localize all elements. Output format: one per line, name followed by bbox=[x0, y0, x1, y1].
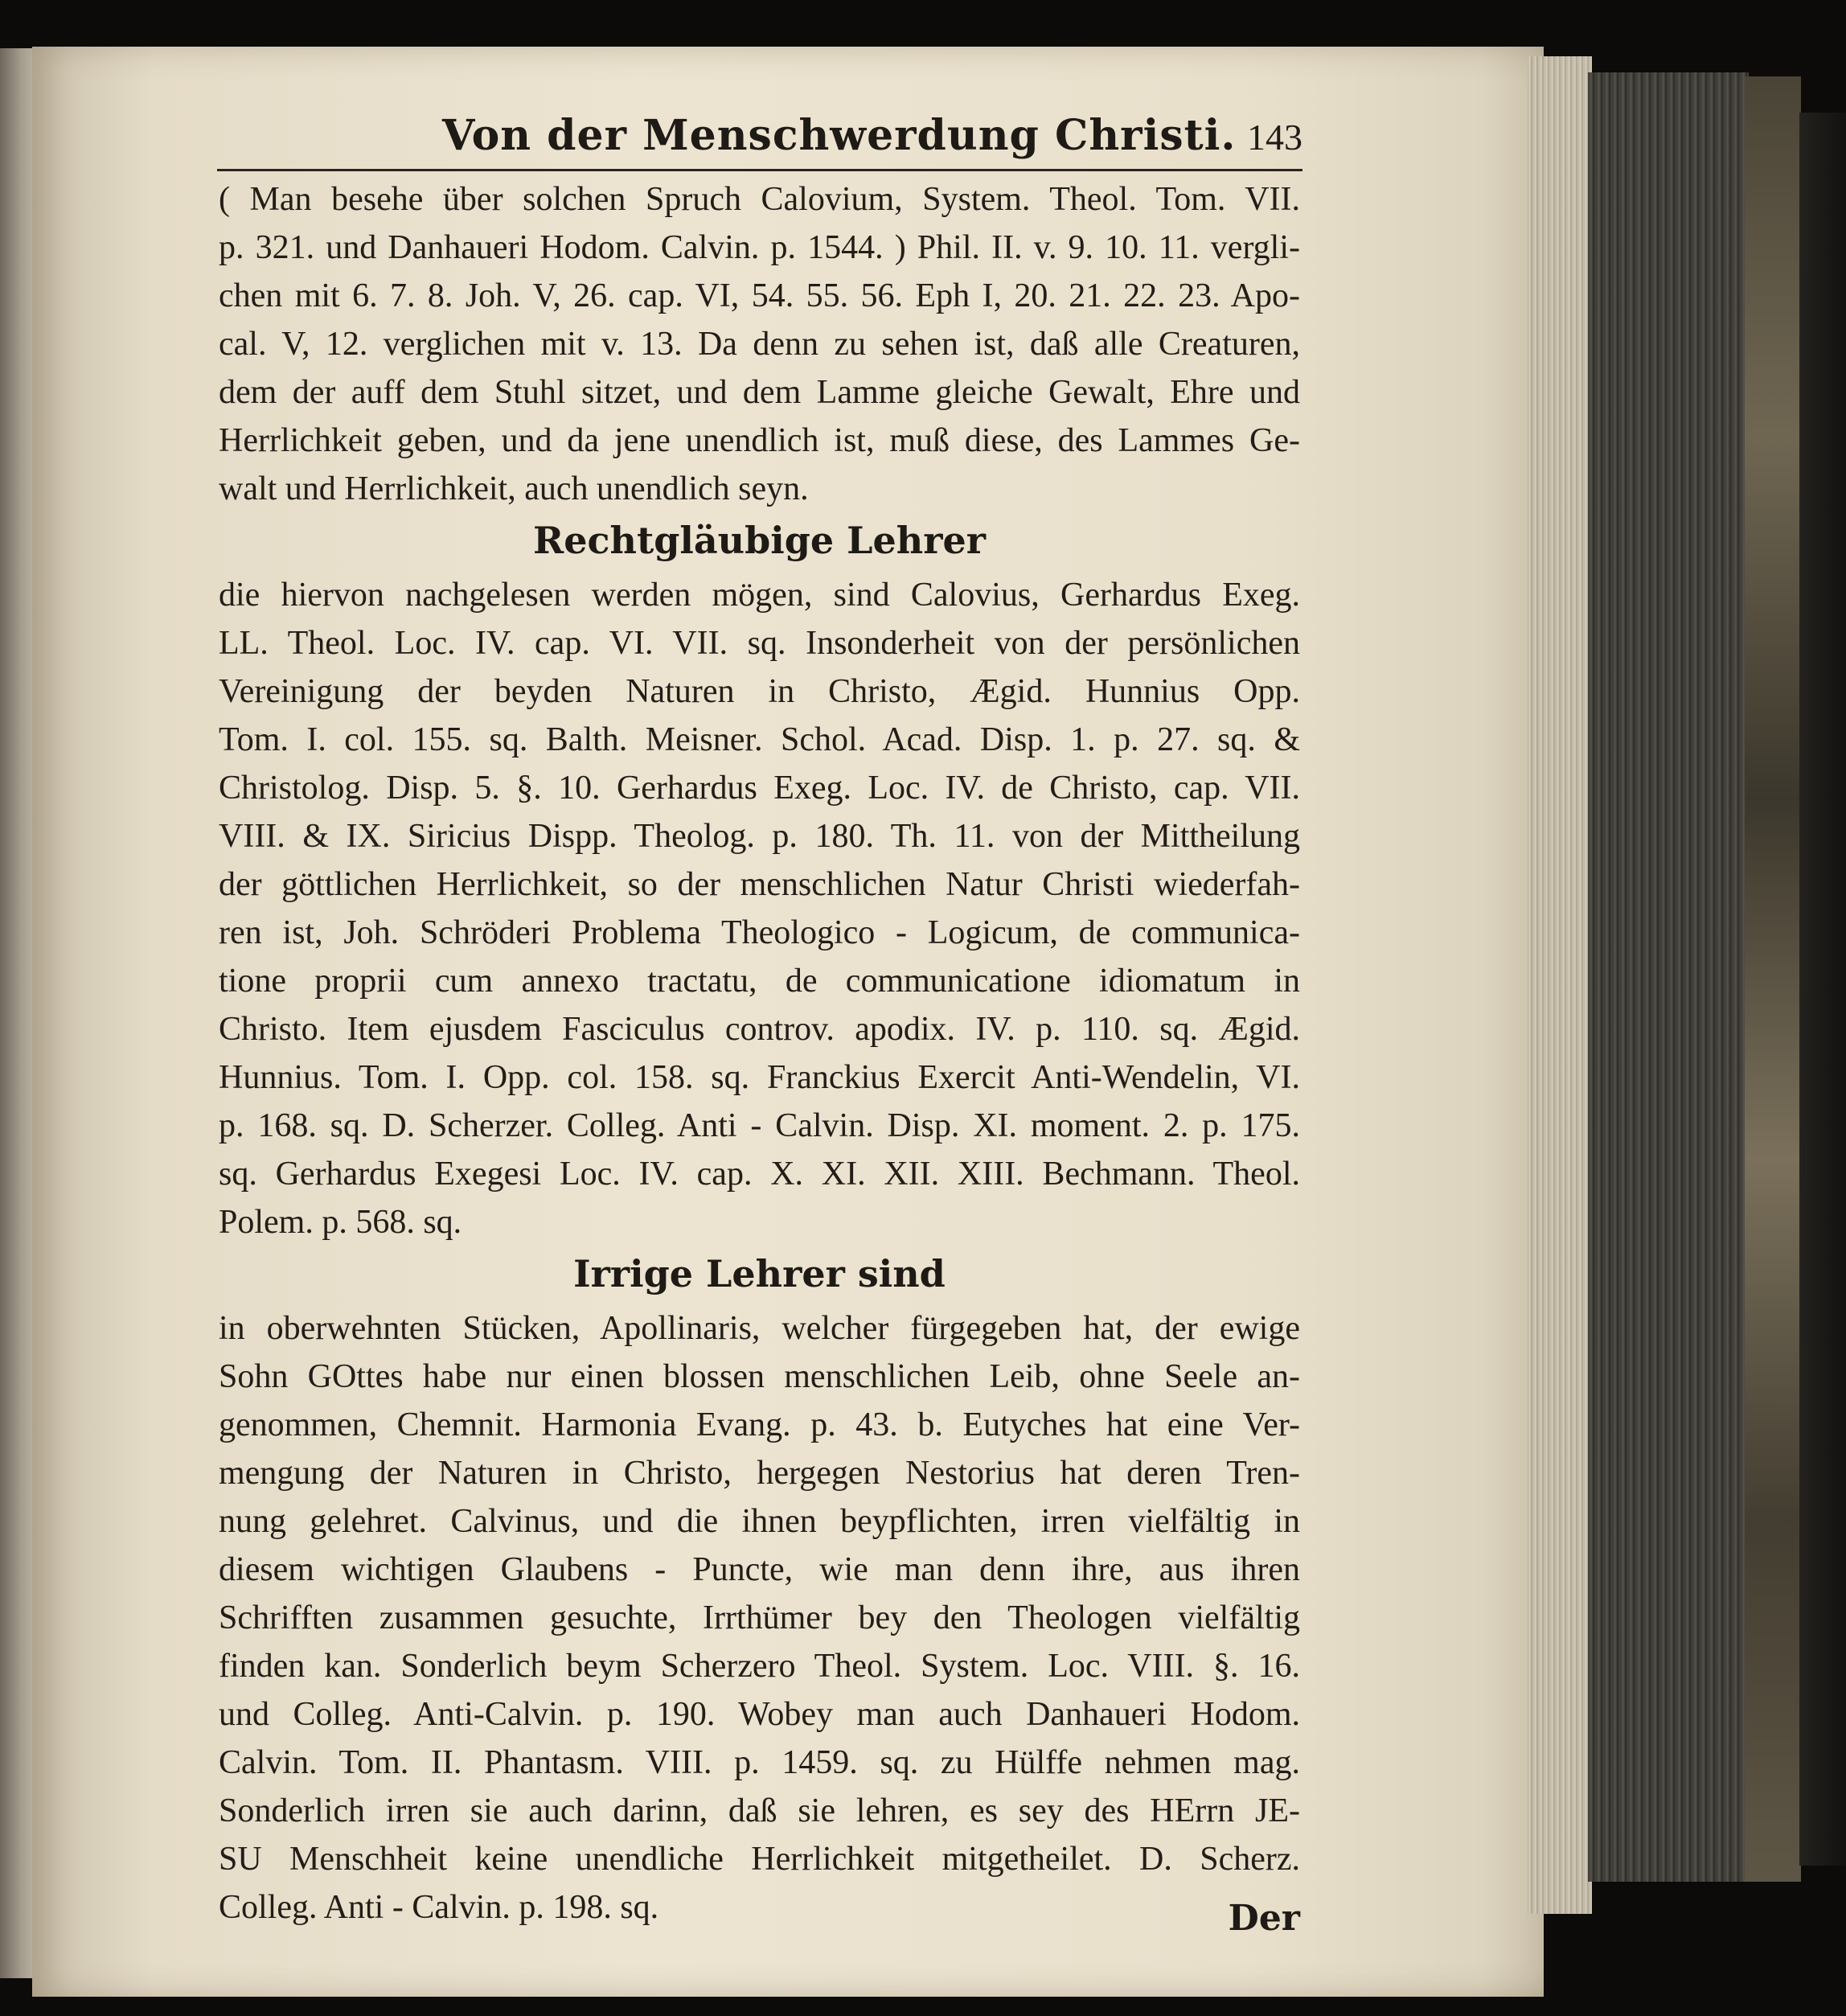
text-line: dem der auff dem Stuhl sitzet, und dem Lamme gleiche Gewalt, Ehre und bbox=[219, 374, 1300, 411]
text-line: mengung der Naturen in Christo, hergegen Nestorius hat deren Tren- bbox=[219, 1455, 1300, 1492]
running-title: Von der Menschwerdung Christi. bbox=[442, 111, 1237, 160]
text-line: ( Man besehe über solchen Spruch Calovium, System. Theol. Tom. VII. bbox=[219, 181, 1300, 218]
text-line: ren ist, Joh. Schröderi Problema Theologico - Logicum, de communica- bbox=[219, 914, 1300, 951]
marbled-cover-edge bbox=[1745, 76, 1801, 1882]
book-cover bbox=[1799, 113, 1846, 1866]
text-line: Hunnius. Tom. I. Opp. col. 158. sq. Franckius Exercit Anti-Wendelin, VI. bbox=[219, 1059, 1300, 1096]
text-line: LL. Theol. Loc. IV. cap. VI. VII. sq. Insonderheit von der persönlichen bbox=[219, 625, 1300, 662]
text-line: finden kan. Sonderlich beym Scherzero Theol. System. Loc. VIII. §. 16. bbox=[219, 1648, 1300, 1685]
text-line: cal. V, 12. verglichen mit v. 13. Da denn zu sehen ist, daß alle Creaturen, bbox=[219, 326, 1300, 363]
text-line: VIII. & IX. Siricius Dispp. Theolog. p. 180. Th. 11. von der Mittheilung bbox=[219, 818, 1300, 855]
text-line: Schrifften zusammen gesuchte, Irrthümer bey den Theologen vielfältig bbox=[219, 1599, 1300, 1636]
page-stack-edge bbox=[1528, 56, 1592, 1914]
text-line: Tom. I. col. 155. sq. Balth. Meisner. Schol. Acad. Disp. 1. p. 27. sq. & bbox=[219, 721, 1300, 758]
text-line: der göttlichen Herrlichkeit, so der menschlichen Natur Christi wiederfah- bbox=[219, 866, 1300, 903]
text-line: und Colleg. Anti-Calvin. p. 190. Wobey man auch Danhaueri Hodom. bbox=[219, 1696, 1300, 1733]
text-line: Christo. Item ejusdem Fasciculus controv. apodix. IV. p. 110. sq. Ægid. bbox=[219, 1011, 1300, 1048]
text-line: diesem wichtigen Glaubens - Puncte, wie man denn ihre, aus ihren bbox=[219, 1551, 1300, 1588]
text-line: p. 321. und Danhaueri Hodom. Calvin. p. 1544. ) Phil. II. v. 9. 10. 11. vergli- bbox=[219, 229, 1300, 266]
text-line: sq. Gerhardus Exegesi Loc. IV. cap. X. XI. XII. XIII. Bechmann. Theol. bbox=[219, 1156, 1300, 1193]
text-line: in oberwehnten Stücken, Apollinaris, welcher fürgegeben hat, der ewige bbox=[219, 1310, 1300, 1347]
text-line: Polem. p. 568. sq. bbox=[219, 1204, 462, 1241]
text-line: SU Menschheit keine unendliche Herrlichkeit mitgetheilet. D. Scherz. bbox=[219, 1841, 1300, 1878]
page-number: 143 bbox=[1247, 117, 1302, 158]
section-heading: Rechtgläubige Lehrer bbox=[533, 519, 986, 562]
page-header bbox=[217, 105, 1302, 171]
text-line: chen mit 6. 7. 8. Joh. V, 26. cap. VI, 54. 55. 56. Eph I, 20. 21. 22. 23. Apo- bbox=[219, 277, 1300, 314]
text-line: Calvin. Tom. II. Phantasm. VIII. p. 1459. sq. zu Hülffe nehmen mag. bbox=[219, 1744, 1300, 1781]
text-line: Colleg. Anti - Calvin. p. 198. sq. bbox=[219, 1889, 659, 1926]
text-line: genommen, Chemnit. Harmonia Evang. p. 43. b. Eutyches hat eine Ver- bbox=[219, 1406, 1300, 1443]
catchword: Der bbox=[1228, 1898, 1300, 1939]
text-line: Sonderlich irren sie auch darinn, daß sie lehren, es sey des HErrn JE- bbox=[219, 1792, 1300, 1829]
text-line: Christolog. Disp. 5. §. 10. Gerhardus Exeg. Loc. IV. de Christo, cap. VII. bbox=[219, 770, 1300, 807]
section-heading: Irrige Lehrer sind bbox=[573, 1252, 946, 1295]
text-line: nung gelehret. Calvinus, und die ihnen beypflichten, irren vielfältig in bbox=[219, 1503, 1300, 1540]
text-line: Sohn GOttes habe nur einen blossen menschlichen Leib, ohne Seele an- bbox=[219, 1358, 1300, 1395]
text-line: Vereinigung der beyden Naturen in Christo, Ægid. Hunnius Opp. bbox=[219, 673, 1300, 710]
text-line: Herrlichkeit geben, und da jene unendlich ist, muß diese, des Lammes Ge- bbox=[219, 422, 1300, 459]
text-line: walt und Herrlichkeit, auch unendlich seyn. bbox=[219, 470, 809, 507]
text-line: die hiervon nachgelesen werden mögen, sind Calovius, Gerhardus Exeg. bbox=[219, 577, 1300, 614]
text-line: tione proprii cum annexo tractatu, de communicatione idiomatum in bbox=[219, 963, 1300, 1000]
book-fore-edge bbox=[1588, 72, 1749, 1882]
text-line: p. 168. sq. D. Scherzer. Colleg. Anti - Calvin. Disp. XI. moment. 2. p. 175. bbox=[219, 1107, 1300, 1144]
